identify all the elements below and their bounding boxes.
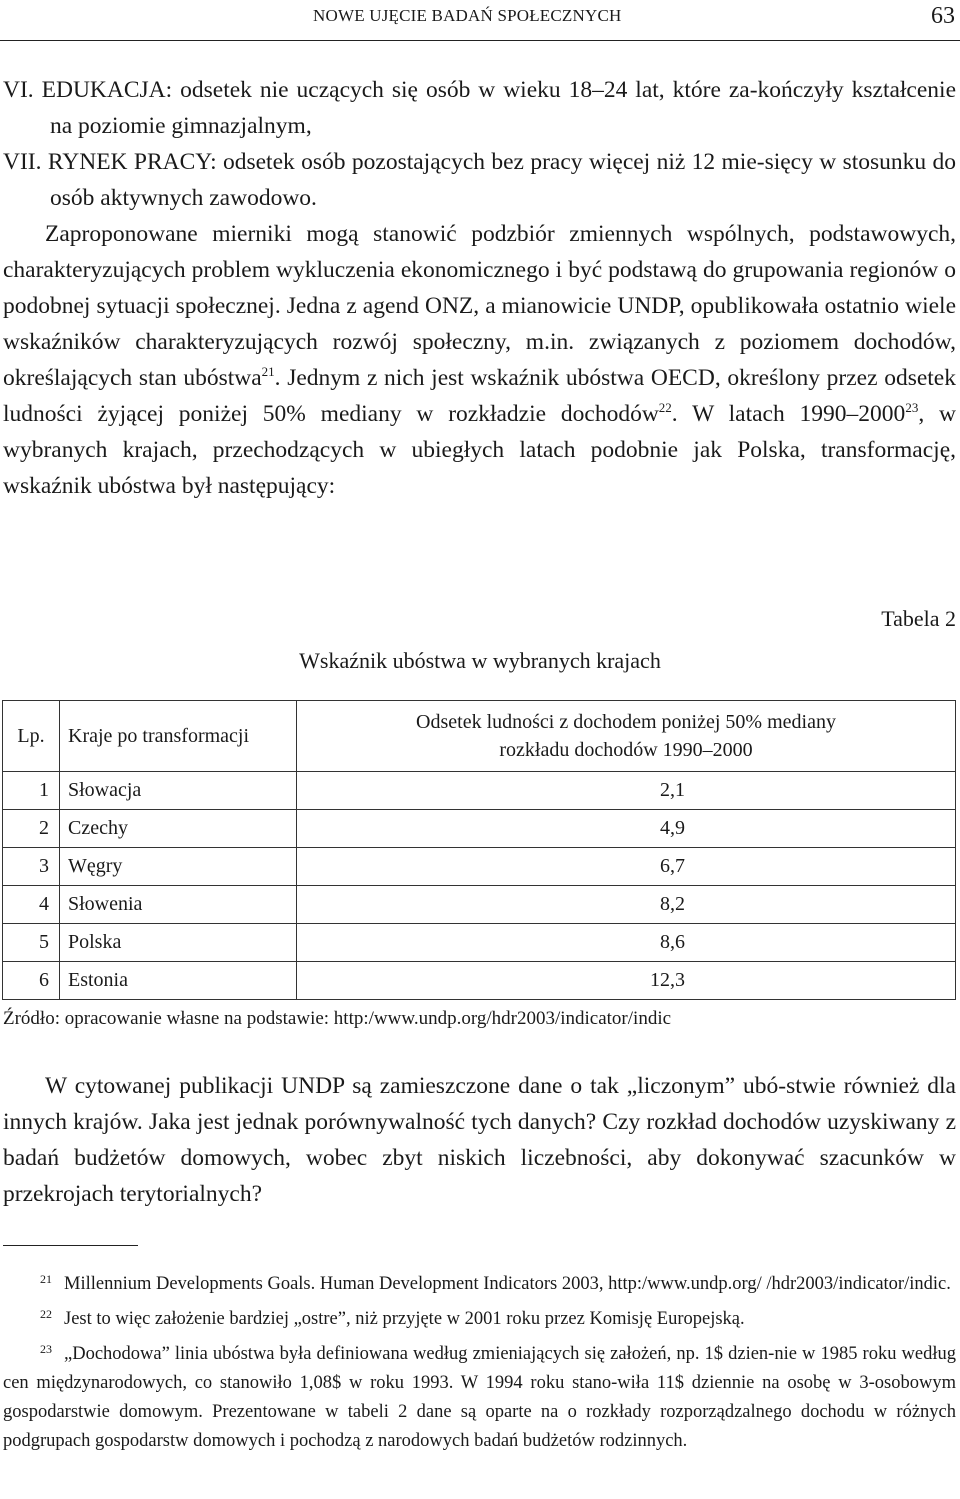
list-label: VII.	[3, 149, 42, 175]
row-value: 8,6	[297, 924, 956, 962]
paragraph-text: , w wybranych krajach, przechodzących w ubiegłych latach podobnie jak Polska, transformację, wskaźnik ubóstwa był następujący:	[3, 401, 956, 499]
row-lp: 6	[3, 962, 60, 1000]
row-country: Czechy	[60, 810, 297, 848]
footnote-ref-22[interactable]: 22	[658, 400, 672, 415]
row-country: Słowacja	[60, 772, 297, 810]
running-title: NOWE UJĘCIE BADAŃ SPOŁECZNYCH	[313, 6, 622, 25]
row-lp: 2	[3, 810, 60, 848]
page-header	[0, 0, 960, 40]
table-row	[3, 924, 956, 962]
row-value: 2,1	[297, 772, 956, 810]
footnotes	[3, 1265, 956, 1457]
row-country: Polska	[60, 924, 297, 962]
list-label: VI.	[3, 77, 34, 103]
closing-text	[3, 1068, 956, 1212]
row-country: Estonia	[60, 962, 297, 1000]
list-text: EDUKACJA: odsetek nie uczących się osób w wieku 18–24 lat, które za-kończyły kształcenie na poziomie gimnazjalnym,	[41, 77, 956, 139]
header-value-line1: Odsetek ludności z dochodem poniżej 50% mediany	[416, 711, 836, 733]
list-text: RYNEK PRACY: odsetek osób pozostających bez pracy więcej niż 12 mie-sięcy w stosunku do osób aktywnych zawodowo.	[47, 149, 956, 211]
paragraph-2: W cytowanej publikacji UNDP są zamieszczone dane o tak „liczonym” ubó-stwie również dla innych krajów. Jaka jest jednak porównywalność tych danych? Czy rozkład dochodów uzyskiwany z badań budżetów domowych, wobec zbyt niskich liczebności, aby dokonywać szacunków w przekrojach terytorialnych?	[3, 1073, 956, 1207]
footnote-text: „Dochodowa” linia ubóstwa była definiowana według zmieniających się założeń, np. 1$ dzien-nie w 1985 roku według cen międzynarodowych, co stanowiło 1,08$ w roku 1993. W 1994 roku stano-wiła 11$ dziennie na osobę w 3-osobowym gospodarstwie domowym. Prezentowane w tabeli 2 dane są oparte na o rozkłady rozporządzalnego dochodu w różnych podgrupach gospodarstw domowych i pochodzą z narodowych badań budżetów rodzinnych.	[3, 1344, 956, 1451]
row-lp: 3	[3, 848, 60, 886]
row-value: 4,9	[297, 810, 956, 848]
footnote-22	[3, 1300, 956, 1334]
footnote-21	[3, 1265, 956, 1299]
list-item-vi	[3, 72, 956, 144]
header-rule	[0, 40, 960, 41]
row-value: 6,7	[297, 848, 956, 886]
table-source: Źródło: opracowanie własne na podstawie: http:/www.undp.org/hdr2003/indicator/indic	[3, 1008, 672, 1029]
paragraph-text: . W latach 1990–2000	[671, 401, 906, 427]
paragraph-text: Zaproponowane mierniki mogą stanowić podzbiór zmiennych wspólnych, podstawowych, charakteryzujących problem wykluczenia ekonomicznego i być podstawą do grupowania regionów o podobnej sytuacji społecznej. Jedna z agend ONZ, a mianowicie UNDP, opublikowała ostatnio wiele wskaźników charakteryzujących rozwój społeczny, m.in. związanych z poziomem dochodów, określających stan ubóstwa	[3, 221, 956, 391]
table-row	[3, 848, 956, 886]
header-value-line2: rozkładu dochodów 1990–2000	[499, 739, 753, 761]
row-lp: 1	[3, 772, 60, 810]
paragraph-1	[3, 216, 956, 504]
footnote-ref-23[interactable]: 23	[905, 400, 919, 415]
page-number: 63	[931, 3, 955, 29]
header-value	[297, 701, 956, 772]
table-row	[3, 810, 956, 848]
row-country: Słowenia	[60, 886, 297, 924]
paragraph-text: . Jednym z nich jest wskaźnik ubóstwa OECD, określony przez odsetek ludności żyjącej poniżej 50% mediany w rozkładzie dochodów	[3, 365, 956, 427]
header-country: Kraje po transformacji	[60, 701, 297, 772]
footnote-number: 22	[40, 1307, 52, 1321]
main-text	[3, 72, 956, 504]
list-item-vii	[3, 144, 956, 216]
table-row	[3, 772, 956, 810]
row-lp: 4	[3, 886, 60, 924]
table-title: Wskaźnik ubóstwa w wybranych krajach	[299, 648, 661, 673]
footnote-text: Millennium Developments Goals. Human Development Indicators 2003, http:/www.undp.org/ /hdr2003/indicator/indic.	[64, 1274, 951, 1294]
table-row	[3, 962, 956, 1000]
table-header-row	[3, 701, 956, 772]
row-value: 8,2	[297, 886, 956, 924]
poverty-table	[2, 700, 956, 1000]
footnote-rule	[3, 1245, 138, 1246]
footnote-number: 21	[40, 1272, 52, 1286]
footnote-ref-21[interactable]: 21	[261, 364, 275, 379]
footnote-23	[3, 1335, 956, 1456]
row-value: 12,3	[297, 962, 956, 1000]
row-country: Węgry	[60, 848, 297, 886]
table-number: Tabela 2	[881, 606, 956, 631]
header-lp: Lp.	[3, 701, 60, 772]
footnote-number: 23	[40, 1342, 52, 1356]
table-row	[3, 886, 956, 924]
footnote-text: Jest to więc założenie bardziej „ostre”, niż przyjęte w 2001 roku przez Komisję Europejską.	[64, 1309, 745, 1329]
row-lp: 5	[3, 924, 60, 962]
